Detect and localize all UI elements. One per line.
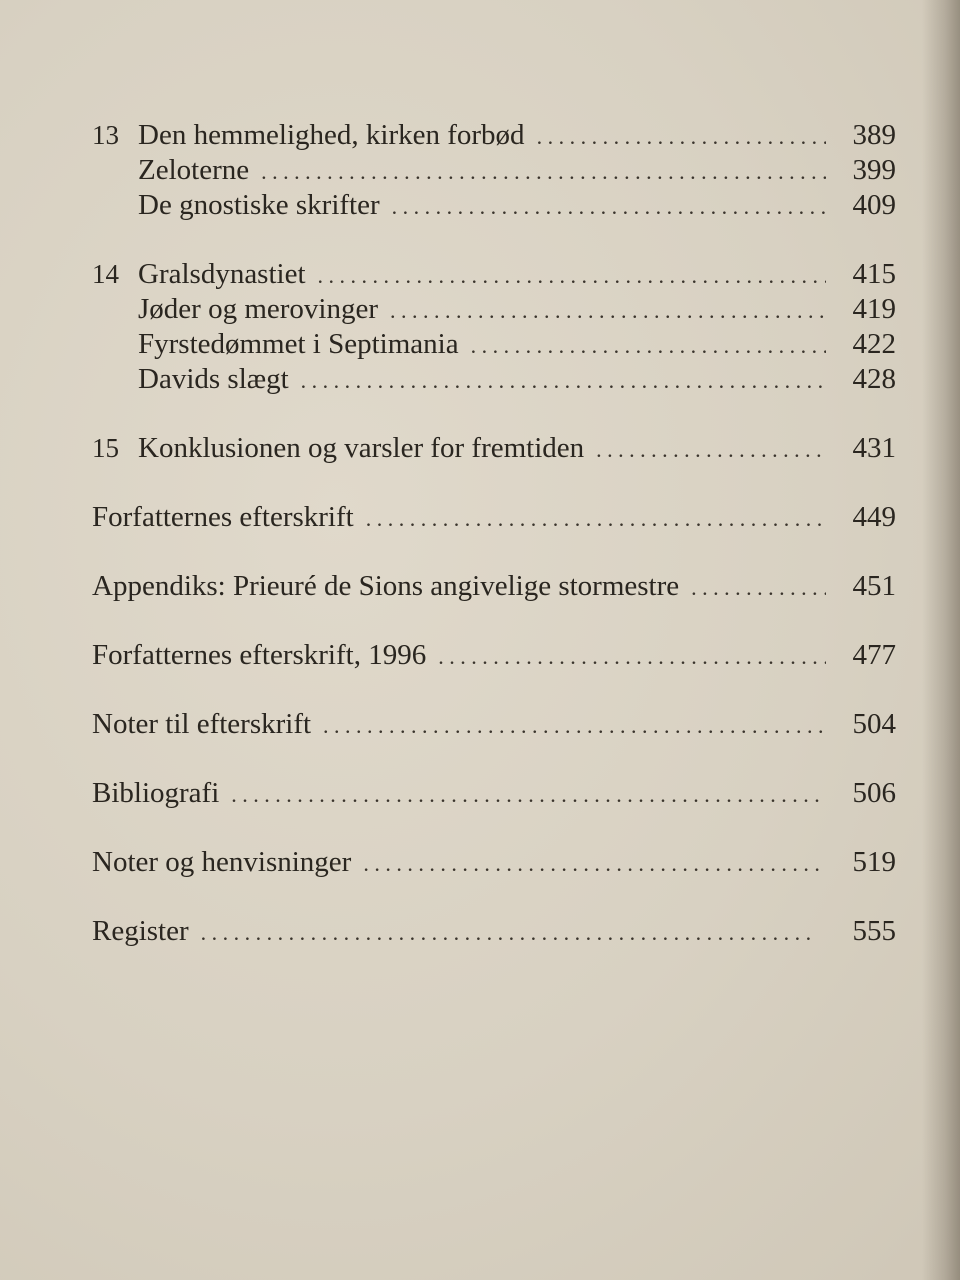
page-number: 409 [852,189,896,221]
page-number: 451 [852,570,896,602]
toc-section [92,327,896,362]
page-number: 477 [852,639,896,671]
toc-back-matter-item [92,914,896,949]
section-title: Jøder og merovinger [138,293,378,325]
page-number: 399 [852,154,896,186]
dot-leader [537,119,826,154]
entry-title: Appendiks: Prieuré de Sions angivelige stormestre [92,570,680,602]
dot-leader [201,915,826,950]
page-number: 422 [852,328,896,360]
toc-back-matter-item [92,638,896,673]
page-number: 449 [852,501,896,533]
dot-leader [471,328,826,363]
page-number: 506 [852,777,896,809]
toc-back-matter-item [92,569,896,604]
dot-leader [390,293,826,328]
page-number: 519 [852,846,896,878]
entry-title: Noter til efterskrift [92,708,312,740]
dot-leader [438,639,826,674]
toc-back-matter-item [92,845,896,880]
entry-title: Register [92,915,189,947]
section-title: De gnostiske skrifter [138,189,380,221]
page-number: 428 [852,363,896,395]
toc-section [92,153,896,188]
dot-leader [318,258,826,293]
section-title: Zeloterne [138,154,250,186]
chapter-title: Konklusionen og varsler for fremtiden [138,432,585,464]
dot-leader [366,501,826,536]
toc-chapter-13 [92,118,896,153]
toc-back-matter-item [92,776,896,811]
page-number: 504 [852,708,896,740]
page-number: 389 [852,119,896,151]
dot-leader [691,570,826,605]
dot-leader [323,708,826,743]
dot-leader [301,363,826,398]
toc-back-matter-item [92,500,896,535]
section-title: Fyrstedømmet i Septimania [138,328,459,360]
page-number: 415 [852,258,896,290]
page-number: 419 [852,293,896,325]
entry-title: Bibliografi [92,777,220,809]
dot-leader [231,777,826,812]
chapter-title: Den hemmelighed, kirken forbød [138,119,525,151]
chapter-number: 14 [92,259,119,289]
dot-leader [596,432,826,467]
dot-leader [363,846,826,881]
entry-title: Forfatternes efterskrift, 1996 [92,639,427,671]
chapter-title: Gralsdynastiet [138,258,306,290]
entry-title: Forfatternes efterskrift [92,501,354,533]
toc-section [92,292,896,327]
page-number: 555 [852,915,896,947]
page-number: 431 [852,432,896,464]
toc-section [92,362,896,397]
table-of-contents [92,118,896,949]
entry-title: Noter og henvisninger [92,846,352,878]
page-edge-shadow [922,0,960,1280]
toc-chapter-15 [92,431,896,466]
section-title: Davids slægt [138,363,289,395]
toc-section [92,188,896,223]
toc-back-matter-item [92,707,896,742]
toc-chapter-14 [92,257,896,292]
dot-leader [261,154,826,189]
dot-leader [392,189,826,224]
chapter-number: 13 [92,120,119,150]
chapter-number: 15 [92,433,119,463]
